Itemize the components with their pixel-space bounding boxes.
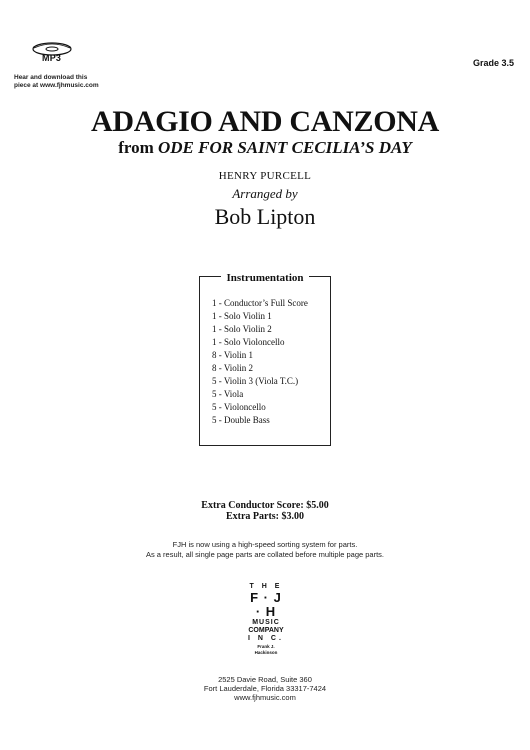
mp3-label: MP3	[42, 53, 62, 63]
piece-subtitle: from ODE FOR SAINT CECILIA’S DAY	[118, 138, 412, 157]
list-item: 1 - Solo Violin 2	[212, 324, 272, 334]
list-item: 5 - Double Bass	[212, 415, 270, 425]
mp3-download-note: Hear and download this piece at www.fjhmusic.com	[14, 74, 99, 89]
sorting-note: FJH is now using a high-speed sorting system for parts. As a result, all single page parts are collated before multiple page parts.	[145, 540, 385, 559]
list-item: 8 - Violin 2	[212, 363, 254, 373]
piece-title: ADAGIO AND CANZONA	[91, 105, 439, 138]
conductor-score-price: Extra Conductor Score: $5.00	[201, 500, 329, 511]
publisher-address: 2525 Davie Road, Suite 360 Fort Lauderdale, Florida 33317-7424 www.fjhmusic.com	[0, 675, 530, 702]
parts-price: Extra Parts: $3.00	[225, 511, 305, 522]
list-item: 5 - Violoncello	[212, 402, 266, 412]
list-item: 5 - Viola	[212, 389, 244, 399]
logo-signature: Frank J. Hackinson	[254, 644, 278, 655]
extra-prices	[0, 500, 530, 522]
mp3-badge	[14, 40, 104, 90]
instrumentation-heading: Instrumentation	[0, 268, 530, 286]
list-item: 1 - Solo Violin 1	[212, 311, 272, 321]
composer-name: HENRY PURCELL	[218, 170, 312, 182]
list-item: 1 - Conductor’s Full Score	[212, 298, 308, 308]
arranger-name: Bob Lipton	[214, 204, 316, 229]
list-item: 5 - Violin 3 (Viola T.C.)	[212, 376, 299, 386]
website-link[interactable]: www.fjhmusic.com	[234, 693, 296, 702]
fjh-logo: T H E F · J · H MUSIC COMPANY I N C. Frank J. Hackinson	[246, 583, 286, 665]
grade-level: Grade 3.5	[472, 58, 514, 68]
list-item: 8 - Violin 1	[212, 350, 254, 360]
instrumentation-list	[212, 297, 308, 427]
arranged-by-label: Arranged by	[232, 186, 298, 201]
list-item: 1 - Solo Violoncello	[212, 337, 285, 347]
